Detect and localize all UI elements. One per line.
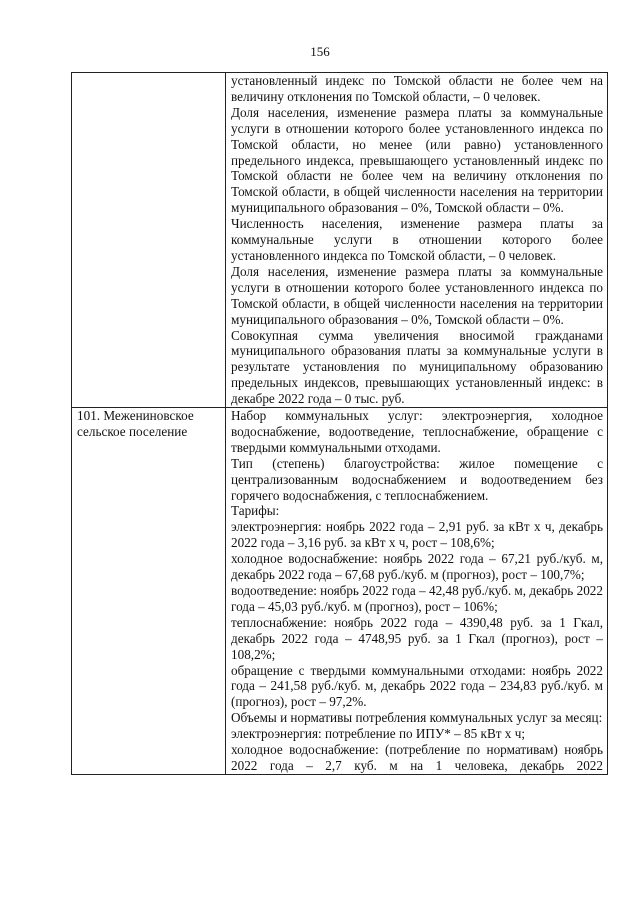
table-row	[72, 73, 608, 408]
municipal-table	[71, 72, 608, 775]
paragraph: Численность населения, изменение размера платы за коммунальные услуги в отношении которого более установленного индекса по Томской области, – 0 человек.	[231, 216, 603, 263]
paragraph: электроэнергия: потребление по ИПУ* – 85 кВт х ч;	[231, 726, 525, 742]
paragraph: электроэнергия: ноябрь 2022 года – 2,91 руб. за кВт х ч, декабрь 2022 года – 3,16 руб. за кВт х ч, рост – 108,6%;	[231, 519, 603, 551]
municipality-cell	[72, 73, 226, 408]
paragraph: Набор коммунальных услуг: электроэнергия, холодное водоснабжение, водоотведение, теплоснабжение, обращение с твердыми коммунальными отходами.	[231, 408, 603, 455]
municipality-name: 101. Межениновское сельское поселение	[77, 408, 194, 439]
page-number: 156	[310, 44, 330, 59]
paragraph: теплоснабжение: ноябрь 2022 года – 4390,48 руб. за 1 Гкал, декабрь 2022 года – 4748,95 руб. за 1 Гкал (прогноз), рост – 108,2%;	[231, 614, 603, 662]
paragraph: холодное водоснабжение: ноябрь 2022 года – 67,21 руб./куб. м, декабрь 2022 года – 67,68 руб./куб. м (прогноз), рост – 100,7%;	[231, 551, 603, 583]
table-row	[72, 408, 608, 775]
paragraph: Объемы и нормативы потребления коммунальных услуг за месяц:	[231, 710, 603, 726]
paragraph: обращение с твердыми коммунальными отходами: ноябрь 2022 года – 241,58 руб./куб. м, декабрь 2022 года – 234,83 руб./куб. м (прогноз), рост – 97,2%.	[231, 662, 603, 710]
paragraph: Совокупная сумма увеличения вносимой гражданами муниципального образования платы за коммунальные услуги в результате установления по муниципальному образованию предельных индексов, превышающих установленный индекс: в декабре 2022 года – 0 тыс. руб.	[231, 327, 603, 407]
paragraph: Тип (степень) благоустройства: жилое помещение с централизованным водоснабжением и водоотведением без горячего водоснабжения, с теплоснабжением.	[231, 455, 603, 503]
paragraph: установленный индекс по Томской области не более чем на величину отклонения по Томской области, – 0 человек.	[231, 73, 603, 104]
paragraph: Тарифы:	[231, 503, 280, 519]
paragraph: холодное водоснабжение: (потребление по нормативам) ноябрь 2022 года – 2,7 куб. м на 1 человека, декабрь 2022	[231, 742, 603, 773]
description-cell	[226, 408, 608, 775]
paragraph: Доля населения, изменение размера платы за коммунальные услуги в отношении которого более установленного индекса по Томской области, но менее (или равно) установленного предельного индекса, превышающего установленный индекс по Томской области не более чем на величину отклонения по Томской области, в общей численности населения на территории муниципального образования – 0%, Томской области – 0%.	[231, 104, 603, 216]
paragraph: Доля населения, изменение размера платы за коммунальные услуги в отношении которого более установленного индекса по Томской области, в общей численности населения на территории муниципального образования – 0%, Томской области – 0%.	[231, 263, 603, 327]
paragraph: водоотведение: ноябрь 2022 года – 42,48 руб./куб. м, декабрь 2022 года – 45,03 руб./куб. м (прогноз), рост – 106%;	[231, 583, 603, 614]
municipality-cell	[72, 408, 226, 775]
description-cell	[226, 73, 608, 408]
